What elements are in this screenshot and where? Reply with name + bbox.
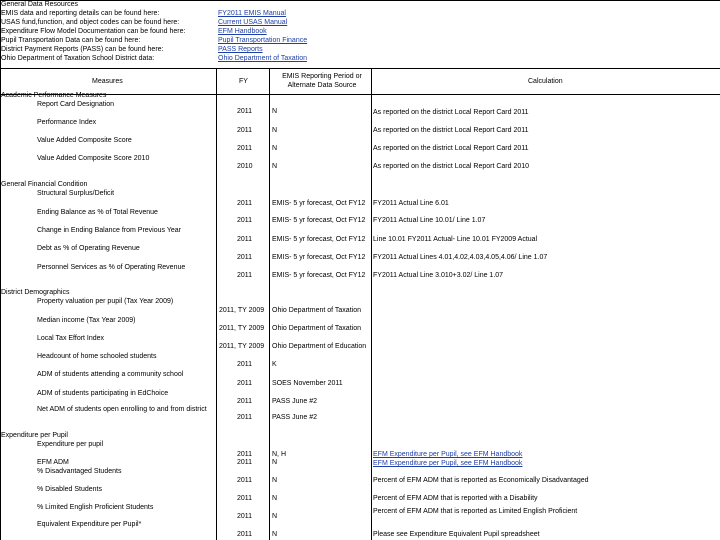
source-cell: N: [272, 513, 278, 520]
calculation-cell: FY2011 Actual Lines 4.01,4.02,4.03,4.05,4.06/ Line 1.07: [373, 254, 548, 261]
resource-link[interactable]: Current USAS Manual: [218, 19, 288, 26]
calculation-cell: Percent of EFM ADM that is reported as Economically Disadvantaged: [373, 477, 589, 484]
calculation-cell: Please see Expenditure Equivalent Pupil spreadsheet: [373, 531, 540, 538]
section-academic: Academic Performance Measures: [1, 92, 107, 99]
fy-cell: 2010: [237, 163, 253, 170]
resource-label: USAS fund,function, and object codes can be found here:: [1, 19, 180, 26]
fy-cell: 2011: [237, 200, 253, 207]
measure-label: % Disabled Students: [37, 486, 102, 493]
calculation-cell: FY2011 Actual Line 10.01/ Line 1.07: [373, 217, 486, 224]
measure-label: Ending Balance as % of Total Revenue: [37, 209, 158, 216]
header-bottom-rule: [0, 94, 720, 95]
measure-label: Structural Surplus/Deficit: [37, 190, 115, 197]
resource-link[interactable]: EFM Handbook: [218, 28, 267, 35]
resources-title: General Data Resources: [1, 1, 79, 8]
source-cell: N: [272, 145, 278, 152]
fy-cell: 2011: [237, 495, 253, 502]
resource-link[interactable]: PASS Reports: [218, 46, 263, 53]
calculation-cell: As reported on the district Local Report Card 2011: [373, 127, 529, 134]
efm-handbook-link[interactable]: EFM Expenditure per Pupil, see EFM Handbook: [373, 460, 523, 467]
fy-cell: 2011: [237, 108, 253, 115]
calculation-cell: Line 10.01 FY2011 Actual- Line 10.01 FY2009 Actual: [373, 236, 538, 243]
fy-cell: 2011: [237, 531, 253, 538]
efm-handbook-link[interactable]: EFM Expenditure per Pupil, see EFM Handbook: [373, 451, 523, 458]
source-cell: N: [272, 495, 278, 502]
fy-cell: 2011: [237, 217, 253, 224]
resource-label: EMIS data and reporting details can be found here:: [1, 10, 160, 17]
source-cell: Ohio Department of Taxation: [272, 307, 361, 314]
source-cell: PASS June #2: [272, 398, 318, 405]
fy-cell: 2011, TY 2009: [219, 325, 265, 332]
calculation-cell: As reported on the district Local Report Card 2011: [373, 109, 529, 116]
fy-cell: 2011, TY 2009: [219, 307, 265, 314]
fy-cell: 2011: [237, 459, 253, 466]
measure-label: Change in Ending Balance from Previous Year: [37, 227, 181, 234]
resource-label: Ohio Department of Taxation School District data:: [1, 55, 155, 62]
source-cell: EMIS- 5 yr forecast, Oct FY12: [272, 254, 366, 261]
fy-cell: 2011: [237, 127, 253, 134]
header-top-rule: [0, 68, 720, 69]
resource-label: Expenditure Flow Model Documentation can be found here:: [1, 28, 186, 35]
source-cell: N: [272, 531, 278, 538]
source-cell: EMIS- 5 yr forecast, Oct FY12: [272, 236, 366, 243]
calculation-cell: As reported on the district Local Report Card 2010: [373, 163, 530, 170]
section-demographics: District Demographics: [1, 289, 70, 296]
measure-label: Equivalent Expenditure per Pupil*: [37, 521, 142, 528]
fy-cell: 2011: [237, 254, 253, 261]
header-emis: EMIS Reporting Period or Alternate Data Source: [282, 73, 362, 89]
measure-label: Value Added Composite Score: [37, 137, 132, 144]
measure-label: EFM ADM: [37, 459, 69, 466]
fy-cell: 2011: [237, 272, 253, 279]
fy-cell: 2011: [237, 145, 253, 152]
header-fy: FY: [239, 78, 248, 85]
col-divider-fy: [269, 68, 270, 540]
top-border: [0, 0, 720, 1]
calculation-cell: FY2011 Actual Line 6.01: [373, 200, 449, 207]
fy-cell: 2011: [237, 451, 253, 458]
fy-cell: 2011: [237, 361, 253, 368]
calculation-cell: Percent of EFM ADM that is reported as Limited English Proficient: [373, 508, 578, 515]
source-cell: SOES November 2011: [272, 380, 343, 387]
source-cell: K: [272, 361, 277, 368]
resource-label: Pupil Transportation Data can be found here:: [1, 37, 141, 44]
fy-cell: 2011: [237, 513, 253, 520]
measure-label: % Disadvantaged Students: [37, 468, 122, 475]
measure-label: Personnel Services as % of Operating Revenue: [37, 264, 186, 271]
fy-cell: 2011: [237, 236, 253, 243]
measure-label: Report Card Designation: [37, 101, 115, 108]
calculation-cell: FY2011 Actual Line 3.010+3.02/ Line 1.07: [373, 272, 504, 279]
fy-cell: 2011: [237, 380, 253, 387]
col-divider-source: [371, 68, 372, 540]
measure-label: Performance Index: [37, 119, 97, 126]
measure-label: Headcount of home schooled students: [37, 353, 157, 360]
source-cell: PASS June #2: [272, 414, 318, 421]
measure-label: % Limited English Proficient Students: [37, 504, 154, 511]
measure-label: Expenditure per pupil: [37, 441, 104, 448]
resource-link[interactable]: Pupil Transportation Finance: [218, 37, 308, 44]
fy-cell: 2011: [237, 477, 253, 484]
source-cell: N: [272, 459, 278, 466]
source-cell: N: [272, 477, 278, 484]
measure-label: ADM of students attending a community school: [37, 371, 184, 378]
section-expenditure: Expenditure per Pupil: [1, 432, 68, 439]
source-cell: N: [272, 127, 278, 134]
source-cell: Ohio Department of Education: [272, 343, 367, 350]
resource-label: District Payment Reports (PASS) can be found here:: [1, 46, 164, 53]
left-border: [0, 0, 1, 540]
measure-label: ADM of students participating in EdChoice: [37, 390, 169, 397]
fy-cell: 2011, TY 2009: [219, 343, 265, 350]
measure-label: Median income (Tax Year 2009): [37, 317, 136, 324]
measure-label: Debt as % of Operating Revenue: [37, 245, 140, 252]
header-calculation: Calculation: [528, 78, 563, 85]
resource-link[interactable]: Ohio Department of Taxation: [218, 55, 307, 62]
source-cell: N: [272, 163, 278, 170]
fy-cell: 2011: [237, 398, 253, 405]
source-cell: N: [272, 108, 278, 115]
source-cell: EMIS- 5 yr forecast, Oct FY12: [272, 200, 366, 207]
source-cell: Ohio Department of Taxation: [272, 325, 361, 332]
measure-label: Local Tax Effort Index: [37, 335, 105, 342]
resource-link[interactable]: FY2011 EMIS Manual: [218, 10, 286, 17]
section-financial: General Financial Condition: [1, 181, 88, 188]
measure-label: Net ADM of students open enrolling to and from district: [37, 406, 207, 413]
source-cell: EMIS- 5 yr forecast, Oct FY12: [272, 217, 366, 224]
col-divider-measures: [216, 68, 217, 540]
calculation-cell: Percent of EFM ADM that is reported with a Disability: [373, 495, 538, 502]
source-cell: EMIS- 5 yr forecast, Oct FY12: [272, 272, 366, 279]
fy-cell: 2011: [237, 414, 253, 421]
header-measures: Measures: [92, 78, 123, 85]
measure-label: Property valuation per pupil (Tax Year 2009): [37, 298, 174, 305]
source-cell: N, H: [272, 451, 286, 458]
measure-label: Value Added Composite Score 2010: [37, 155, 150, 162]
calculation-cell: As reported on the district Local Report Card 2011: [373, 145, 529, 152]
